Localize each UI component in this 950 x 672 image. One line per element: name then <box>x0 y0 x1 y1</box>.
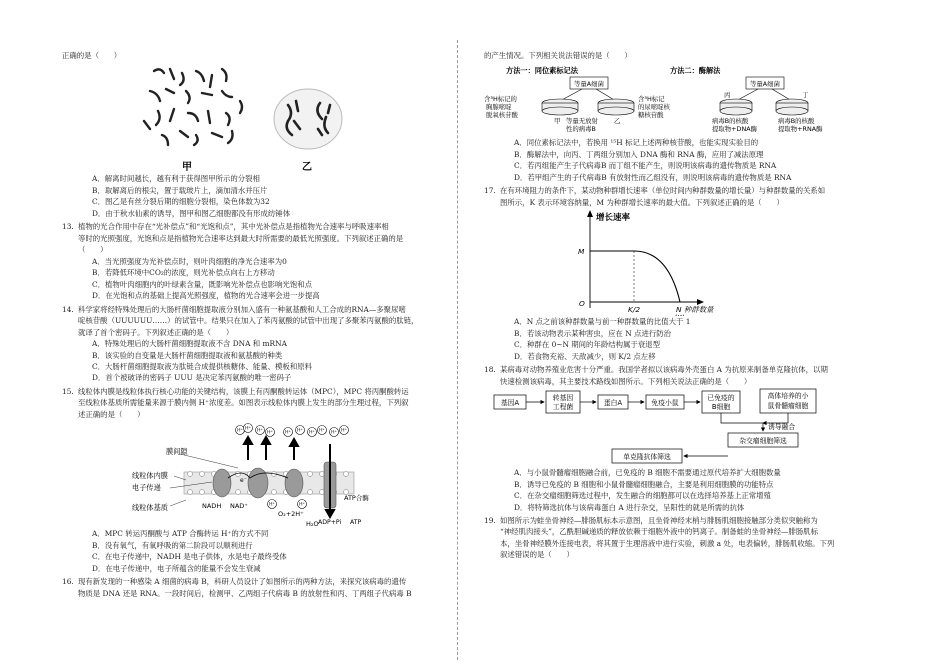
label-electron-transport: 电子传递 <box>132 483 161 493</box>
column-divider <box>457 40 458 660</box>
option: A．当光照强度为光补偿点时，则叶肉细胞的净光合速率为0 <box>92 256 287 266</box>
flow-protein: 蛋白A <box>603 399 623 408</box>
q13-stem-2: 等时的光照强度，光饱和点是指植物光合速率达到最大时所需要的最低光照强度。下列叙述正确的是 <box>78 233 404 243</box>
option: C．植物叶肉细胞内的叶绿素含量，既影响光补偿点也影响光饱和点 <box>92 279 312 289</box>
mid-label-2: 性的病毒B <box>566 125 596 134</box>
q14-stem-2: 啶核苷酸（UUUUUU……）的试管中。结果只在加入了苯丙氨酸的试管中出现了多聚苯丙氨酸的肽链， <box>78 316 419 326</box>
option: C．图乙是有丝分裂后期的细胞分裂相，染色体数为32 <box>92 197 270 207</box>
tick-m: M <box>578 247 585 257</box>
h-ion: H⁺ <box>299 502 305 508</box>
option: C．种群在 0~N 期间的年龄结构属于衰退型 <box>514 340 660 350</box>
flow-eng-2: 工程菌 <box>552 403 574 412</box>
cell-yi <box>274 89 342 149</box>
growth-curve <box>590 251 680 302</box>
h-ion: H⁺ <box>257 428 263 434</box>
flowchart-svg <box>484 387 864 467</box>
mid-label-1: 等量无放射 <box>566 117 598 126</box>
antibody-flowchart <box>484 387 864 467</box>
option: B．诱导已免疫的 B 细胞和小鼠骨髓瘤细胞融合，主要是利用细胞膜的功能特点 <box>514 479 774 489</box>
question-number: 18. <box>484 365 496 375</box>
tick-origin: O <box>579 299 585 309</box>
option: D．首个被破译的密码子 UUU 是决定苯丙氨酸的唯一密码子 <box>92 373 292 383</box>
dish-ding: 丁 <box>802 91 809 100</box>
q15-stem-3: 述正确的是（ ） <box>78 409 145 419</box>
cell-jia-chromosomes <box>144 69 242 145</box>
q15-options <box>62 528 430 574</box>
question-18 <box>484 364 864 387</box>
question-16 <box>62 576 430 599</box>
flow-myeloma-2: 鼠骨髓瘤细胞 <box>767 402 809 411</box>
option: D．在电子传递中，电子所蕴含的能量不会发生衰减 <box>92 563 261 573</box>
q13-stem-3: （ ） <box>78 245 108 255</box>
label-atp: ATP <box>350 519 362 527</box>
q19-stem-2: “神经肌肉接头”，乙酰胆碱递质的释放依赖于细胞外液中的钙离子。制备蛙的坐骨神经—腓肠肌标 <box>500 527 818 537</box>
right-label-2: 的尿嘧啶核 <box>638 103 670 112</box>
left-label-2: 胸腺嘧啶 <box>486 103 512 112</box>
option: B．没有氧气，有氧呼吸的第二阶段可以顺利进行 <box>92 540 253 550</box>
question-number: 13. <box>62 222 74 232</box>
q18-stem-1: 18. 某病毒对动物养殖业危害十分严重。我国学者拟以该病毒外壳蛋白 A 为抗原来制备单克隆抗体，以期 <box>484 365 828 375</box>
option: B．取解离后的根尖，置于载玻片上，滴加清水并压片 <box>92 185 268 195</box>
question-15 <box>62 386 430 420</box>
label-matrix: 线粒体基质 <box>132 503 168 513</box>
option: C．大肠杆菌细胞提取液为肽链合成提供核糖体、能量、模板和原料 <box>92 361 312 371</box>
left-label-1: 含³H标记的 <box>484 95 517 104</box>
h-ion: H⁺ <box>269 502 275 508</box>
q15-stem-1: 15. 线粒体内膜是线粒体执行核心功能的关键结构，该膜上有丙酮酸转运体（MPC），MPC 将丙酮酸转运 <box>62 386 409 396</box>
q16-options <box>484 137 864 183</box>
method-1-title: 方法一：同位素标记法 <box>506 66 578 76</box>
option: B．若该动物表示某种害虫，应在 N 点进行防治 <box>514 328 672 338</box>
label-h2o: H₂O <box>306 520 319 529</box>
h-ion: H⁺ <box>309 430 315 436</box>
question-13 <box>62 221 430 301</box>
q16-stem-1: 16. 现有新发现的一种感染 A 细菌的病毒 B，科研人员设计了如图所示的两种方法，来探究该病毒的遗传 <box>62 577 407 587</box>
option: A．N 点之前该种群数量与前一种群数量的比值大于 1 <box>514 317 691 327</box>
option: A．与小鼠骨髓瘤细胞融合前，已免疫的 B 细胞不需要通过原代培养扩大细胞数量 <box>514 468 781 478</box>
label-inner-membrane: 线粒体内膜 <box>132 471 168 481</box>
q12-tail: 正确的是（ ） <box>62 51 122 60</box>
option: B．该实验的自变量是大肠杆菌细胞提取液和氨基酸的种类 <box>92 350 283 360</box>
h-ion: H⁺ <box>297 428 303 434</box>
label-e: e⁻ <box>240 477 247 485</box>
option: C．在电子传递中，NADH 是电子供体，水是电子最终受体 <box>92 552 287 562</box>
q16-stem-2: 物质是 DNA 还是 RNA。一段时间后，检测甲、乙两组子代病毒 B 的放射性和丙、丁两组子代病毒 B <box>78 588 412 598</box>
q15-stem-2: 至线粒体基质所需能量来源于膜内侧 H⁺浓度差。如图表示线粒体内膜上发生的部分生理过程，下列叙 <box>78 398 409 408</box>
d-label-1: 病毒B的核酸 <box>778 117 815 126</box>
h-ion: H⁺ <box>285 430 291 436</box>
growth-rate-svg <box>484 208 864 316</box>
flow-immune: 免疫小鼠 <box>651 399 679 408</box>
y-axis-label: 增长速率 <box>596 213 631 224</box>
growth-rate-chart <box>484 208 864 316</box>
question-19 <box>484 515 864 561</box>
question-14 <box>62 304 430 384</box>
flow-bcell-2: B细胞 <box>711 403 731 412</box>
q16-tail: 的产生情况。下列相关说法错误的是（ ） <box>484 51 632 60</box>
right-label-1: 含³H标记 <box>638 95 665 104</box>
label-jia: 甲 <box>182 162 192 174</box>
option: D．在光饱和点的基础上提高光照强度，植物的光合速率会进一步提高 <box>92 291 320 301</box>
label-membrane-space: 膜间隙 <box>166 447 188 457</box>
option: C．在杂交瘤细胞筛选过程中，发生融合的细胞都可以在选择培养基上正常增殖 <box>514 491 771 501</box>
option: B．酶解法中，向丙、丁两组分别加入 DNA 酶和 RNA 酶，应用了减法原理 <box>514 149 764 159</box>
host-label-2: 等量A细菌 <box>750 80 780 89</box>
option: D．若甲组产生的子代病毒B 有放射性而乙组没有，则说明该病毒的遗传物质是 RNA <box>514 172 792 182</box>
option: B．若降低环境中CO₂的浓度，则光补偿点向右上方移动 <box>92 268 275 278</box>
q17-stem-2: 图所示，K 表示环境容纳量，M 为种群增长速率的最大值。下列叙述正确的是（ ） <box>500 197 784 207</box>
dish-jia: 甲 <box>554 117 561 126</box>
flow-eng-1: 转基因 <box>552 394 574 403</box>
label-o2: O₂+2H⁺ <box>278 510 304 519</box>
h-ion: H⁺ <box>237 428 243 434</box>
flow-bcell-1: 已免疫的 <box>707 394 735 403</box>
option: C．若丙组能产生子代病毒B 而丁组不能产生，则说明该病毒的遗传物质是 RNA <box>514 161 777 171</box>
question-number: 14. <box>62 304 74 314</box>
q18-stem-2: 快速检测该病毒，其主要技术路线如图所示。下列相关说法正确的是（ ） <box>500 376 752 386</box>
tick-k <box>674 313 685 316</box>
chromosome-images <box>62 61 430 173</box>
c-label-1: 病毒B的核酸 <box>712 117 749 126</box>
left-column <box>62 48 430 599</box>
right-column <box>484 48 864 561</box>
h-ion: H⁺ <box>245 426 251 432</box>
flow-fuse: 诱导融合 <box>768 423 796 432</box>
flow-mab: 单克隆抗体筛选 <box>623 453 671 462</box>
question-17 <box>484 185 864 208</box>
option: D．若食物充裕、天敌减少，则 K/2 点左移 <box>514 351 656 361</box>
host-label: 等量A细菌 <box>574 80 604 89</box>
q12-figure <box>62 61 430 173</box>
q16-figure <box>484 61 864 137</box>
flow-gene: 基因A <box>500 399 520 408</box>
q12-options <box>62 173 430 219</box>
h-ion: H⁺ <box>319 428 325 434</box>
x-axis-label: N 种群数量 <box>676 305 714 315</box>
option: D．由于秋水仙素的诱导，图甲和图乙细胞都没有形成纺锤体 <box>92 208 291 218</box>
virus-methods-svg <box>484 61 864 137</box>
q14-stem-1: 14. 科学家将经特殊处理后的大肠杆菌细胞提取液分别加入盛有一种氨基酸和人工合成的RNA—多聚尿嘧 <box>62 304 406 314</box>
h-ion: H⁺ <box>341 428 347 434</box>
q18-options <box>484 467 864 513</box>
h-ion: H⁺ <box>331 430 337 436</box>
option: A．特殊处理后的大肠杆菌细胞提取液不含 DNA 和 mRNA <box>92 339 287 349</box>
tick-k2: K/2 <box>628 305 641 315</box>
question-number: 17. <box>484 186 496 196</box>
q17-options <box>484 316 864 362</box>
q17-stem-1: 17. 在有环境阻力的条件下，某动物种群增长速率（单位时间内种群数量的增长量）与种群数量的关系如 <box>484 186 826 196</box>
dish-yi: 乙 <box>614 117 621 126</box>
flow-hybrid: 杂交瘤细胞筛选 <box>739 437 787 446</box>
label-nad: NAD⁺ <box>230 502 248 511</box>
q19-stem-4: 叙述错误的是（ ） <box>500 550 574 560</box>
q19-stem-3: 本，坐骨神经膜外连接电表，将其置于生理溶液中进行实验，刺激 a 处，电表偏转，腓肠肌收缩。下列 <box>500 538 835 548</box>
method-2-title: 方法二：酶解法 <box>670 66 721 76</box>
question-number: 15. <box>62 386 74 396</box>
flow-myeloma-1: 高体培养的小 <box>767 392 809 401</box>
option: A．同位素标记法中，若换用 ¹⁵H 标记上述两种核苷酸，也能实现实验目的 <box>514 138 759 148</box>
h-ion: H⁺ <box>267 430 273 436</box>
d-label-2: 提取物+RNA酶 <box>778 125 823 134</box>
left-label-3: 脱氧核苷酸 <box>486 111 518 120</box>
right-label-3: 糖核苷酸 <box>638 111 664 120</box>
question-number: 19. <box>484 515 496 525</box>
label-yi: 乙 <box>302 162 312 174</box>
question-number: 16. <box>62 577 74 587</box>
label-atp-synthase: ATP合酶 <box>344 494 369 503</box>
dish-bing: 丙 <box>724 91 731 100</box>
label-adp: ADP+Pi <box>318 519 342 527</box>
label-nadh: NADH <box>202 502 222 511</box>
option: A．解离时间越长，越有利于获得图甲所示的分裂相 <box>92 174 260 184</box>
option: A．MPC 转运丙酮酸与 ATP 合酶转运 H⁺的方式不同 <box>92 529 269 539</box>
mitochondria-diagram <box>62 420 430 528</box>
mitochondria-svg <box>62 420 430 528</box>
q13-stem-1: 13. 植物的光合作用中存在“光补偿点”和“光饱和点”，其中光补偿点是指植物光合速率与呼吸速率相 <box>62 222 389 232</box>
option: D．将特筛选抗体与该病毒蛋白 A 进行杂交，呈阳性的就是所需的抗体 <box>514 502 745 512</box>
q19-stem-1: 19. 如图所示为蛙坐骨神经—腓肠肌标本示意图，且坐骨神经末梢与腓肠肌细胞接触部分类似突触称为 <box>484 515 818 525</box>
c-label-2: 提取物+DNA酶 <box>712 125 757 134</box>
q14-stem-3: 就译了首个密码子。下列叙述正确的是（ ） <box>78 327 234 337</box>
